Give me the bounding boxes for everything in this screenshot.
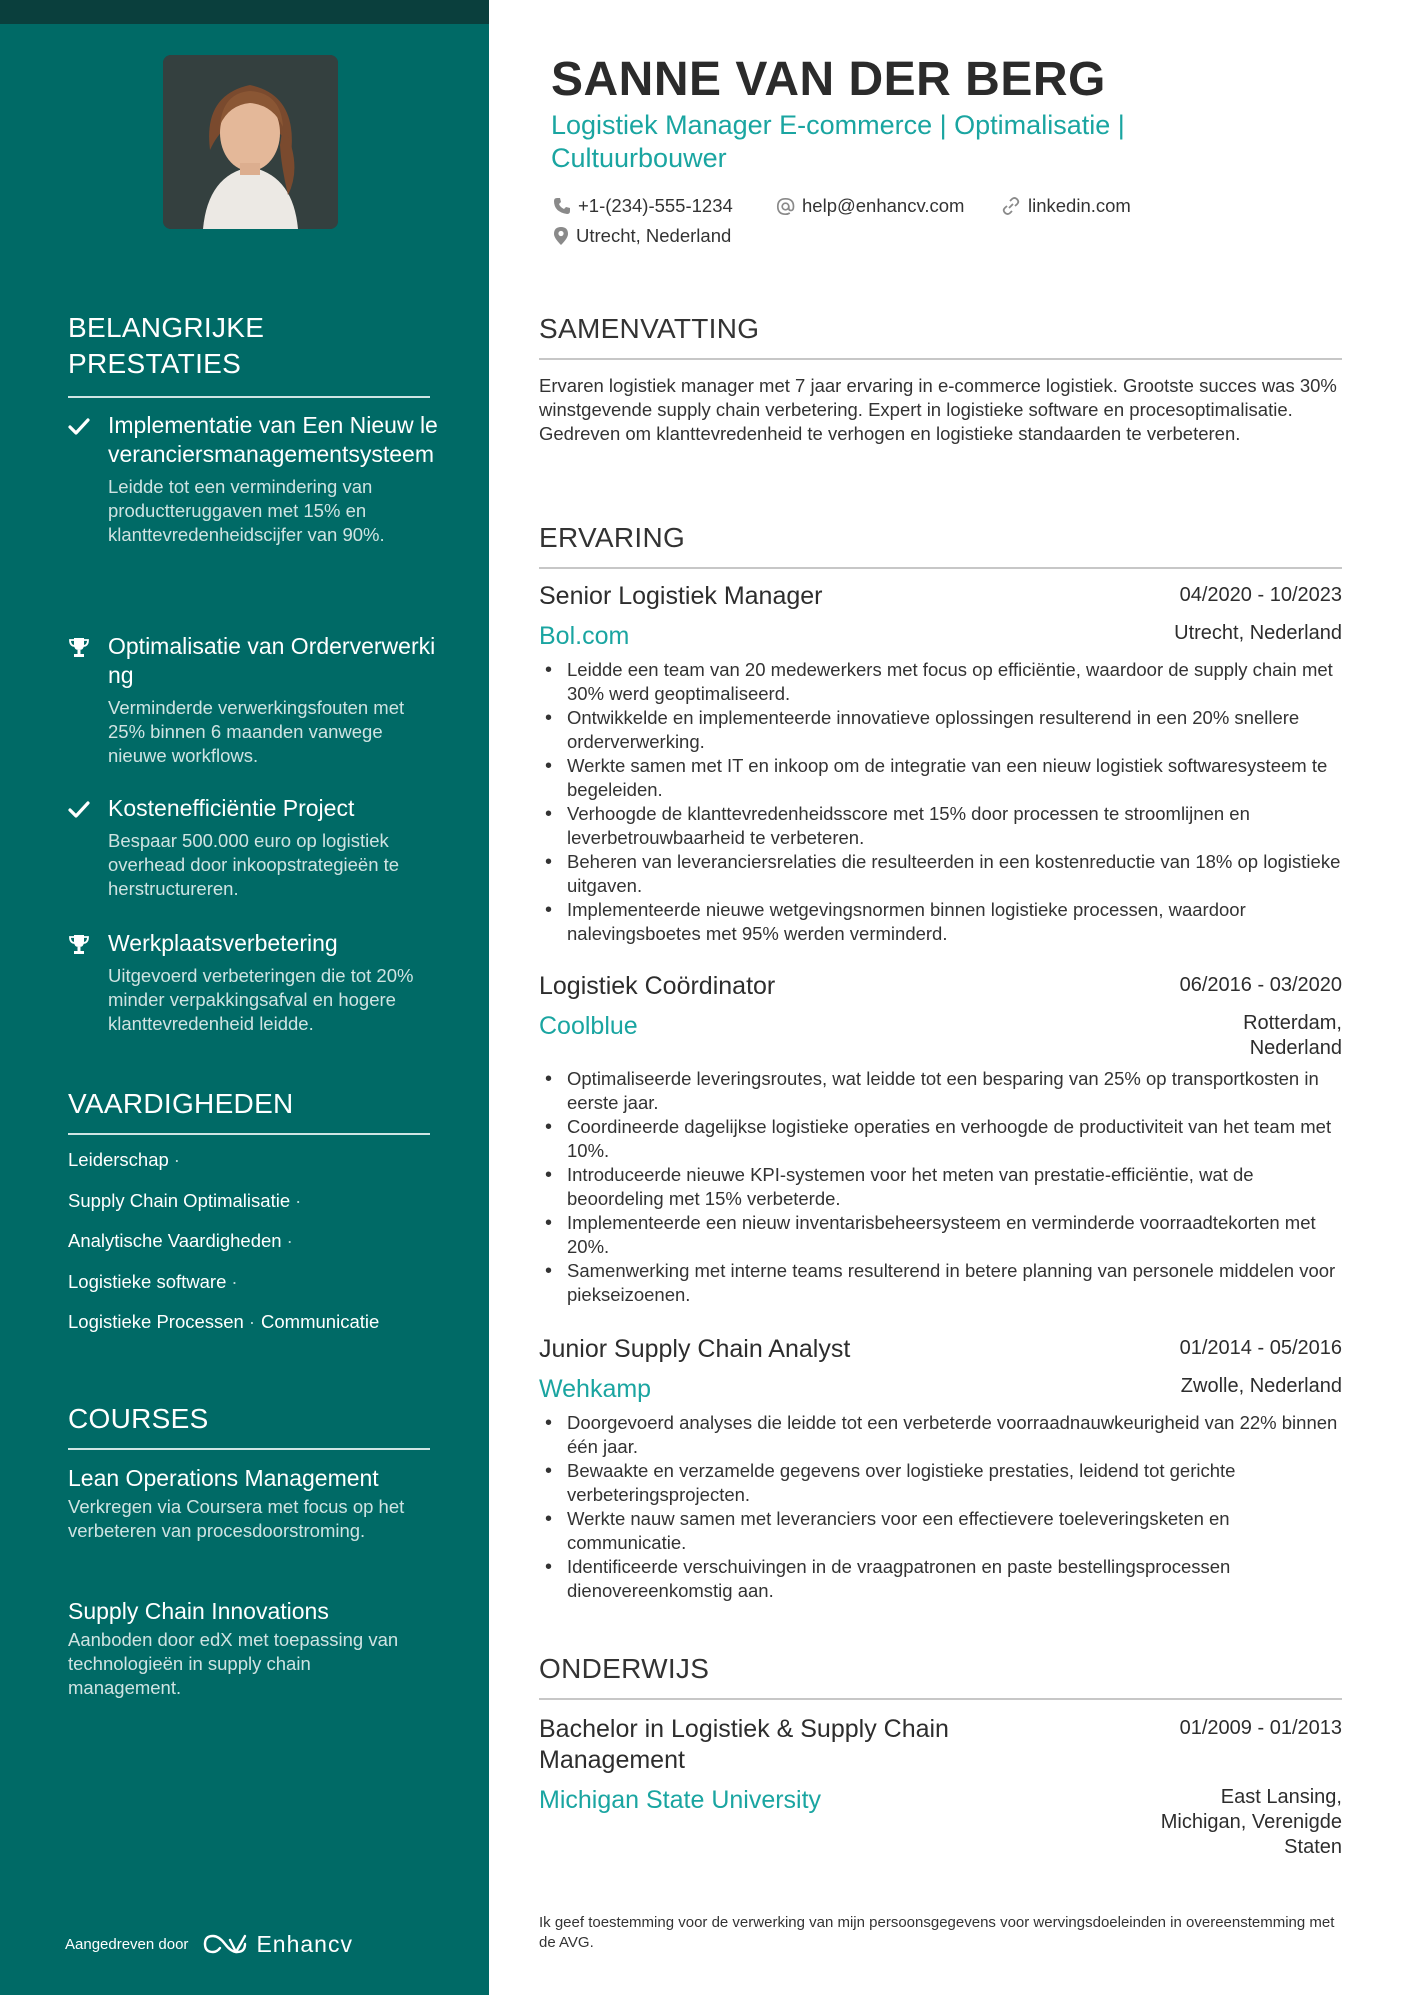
email-text: help@enhancv.com: [802, 195, 965, 216]
skill-row: [68, 1189, 448, 1230]
course-description: Verkregen via Coursera met focus op het verbeteren van procesdoorstroming.: [68, 1496, 405, 1541]
contact-location: [553, 224, 731, 248]
powered-by: [65, 1928, 353, 1960]
achievement-item: [68, 632, 440, 768]
achievement-description: Leidde tot een vermindering van productteruggaven met 15% en klanttevredenheidscijfer van 90%.: [108, 476, 385, 545]
achievement-description: Uitgevoerd verbeteringen die tot 20% minder verpakkingsafval en hogere klanttevredenheid leidde.: [108, 965, 414, 1034]
at-sign-icon: [776, 197, 795, 216]
achievement-title: Optimalisatie van Orderverwerking: [108, 633, 436, 688]
job-company: Bol.com: [539, 622, 630, 650]
job-bullet: • Samenwerking met interne teams resulterend in betere planning van personele middelen voor piekseizoenen.: [539, 1259, 1342, 1307]
job-bullet: • Bewaakte en verzamelde gegevens over logistieke prestaties, leidend tot gerichte verbeteringsprojecten.: [539, 1459, 1342, 1507]
skill-row: [68, 1148, 448, 1189]
job-bullet: • Ontwikkelde en implementeerde innovatieve oplossingen resulterend in een 20% snellere orderverwerking.: [539, 706, 1342, 754]
candidate-name: SANNE VAN DER BERG: [551, 53, 1106, 106]
job-bullet: • Verhoogde de klanttevredenheidsscore met 15% door processen te stroomlijnen en leverbetrouwbaarheid te verbeteren.: [539, 802, 1342, 850]
job-dates: 01/2014 - 05/2016: [1179, 1337, 1342, 1359]
job-title: Senior Logistiek Manager: [539, 582, 823, 610]
job-title: Logistiek Coördinator: [539, 972, 776, 1000]
experience-heading: ERVARING: [539, 522, 686, 553]
skill-item: Supply Chain Optimalisatie: [68, 1189, 291, 1211]
job-bullet: • Optimaliseerde leveringsroutes, wat leidde tot een besparing van 25% op transportkosten in eerste jaar.: [539, 1067, 1342, 1115]
job-entry: [539, 581, 1342, 946]
skill-separator: ·: [295, 1189, 302, 1211]
summary-heading: SAMENVATTING: [539, 313, 760, 344]
achievement-title: Werkplaatsverbetering: [108, 930, 338, 956]
skill-row: [68, 1310, 448, 1351]
education-dates: 01/2009 - 01/2013: [1179, 1717, 1342, 1739]
job-company: Wehkamp: [539, 1375, 652, 1403]
job-bullet: • Werkte samen met IT en inkoop om de integratie van een nieuw logistiek softwaresysteem te begeleiden.: [539, 754, 1342, 802]
achievements-heading-line2: PRESTATIES: [68, 348, 242, 379]
achievement-description: Bespaar 500.000 euro op logistiek overhead door inkoopstrategieën te herstructureren.: [108, 830, 400, 899]
check-icon: [68, 415, 90, 437]
job-entry: [539, 1334, 1342, 1603]
job-bullet: • Doorgevoerd analyses die leidde tot een verbeterde voorraadnauwkeurigheid van 22% binnen één jaar.: [539, 1411, 1342, 1459]
job-bullet: • Leidde een team van 20 medewerkers met focus op efficiëntie, waardoor de supply chain met 30% werd geoptimaliseerd.: [539, 658, 1342, 706]
achievement-item: [68, 929, 440, 1036]
job-title: Junior Supply Chain Analyst: [539, 1335, 851, 1363]
skill-separator: ·: [173, 1149, 180, 1170]
course-description: Aanboden door edX met toepassing van technologieën in supply chain management.: [68, 1629, 399, 1698]
phone-icon: [553, 197, 571, 215]
skill-row: [68, 1229, 448, 1270]
achievement-item: [68, 794, 440, 901]
gdpr-consent: Ik geef toestemming voor de verwerking van mijn persoonsgegevens voor wervingsdoeleinden in overeenstemming met de AVG.: [539, 1914, 1335, 1951]
skill-item: Leiderschap: [68, 1149, 169, 1170]
job-bullet: • Implementeerde een nieuw inventarisbeheersysteem en verminderde voorraadtekorten met 20%.: [539, 1211, 1342, 1259]
course-item: [68, 1463, 428, 1543]
skills-list: [68, 1148, 448, 1351]
location-pin-icon: [553, 226, 569, 246]
course-title: Lean Operations Management: [68, 1465, 379, 1491]
job-dates: 06/2016 - 03/2020: [1179, 974, 1342, 996]
achievement-item: [68, 411, 440, 547]
check-icon: [68, 798, 90, 820]
profile-photo: [163, 55, 338, 229]
skill-item: Logistieke software: [68, 1270, 227, 1292]
trophy-icon: [68, 933, 90, 955]
job-bullets: [539, 658, 1342, 946]
skills-divider: [68, 1133, 430, 1135]
job-bullet: • Werkte nauw samen met leveranciers voor een effectievere toeleveringsketen en communicatie.: [539, 1507, 1342, 1555]
achievement-title: Kostenefficiëntie Project: [108, 795, 355, 821]
course-item: [68, 1596, 428, 1700]
education-divider: [539, 1698, 1342, 1700]
course-title: Supply Chain Innovations: [68, 1598, 329, 1624]
enhancv-logo-icon: [202, 1932, 248, 1956]
achievements-heading: [68, 310, 430, 382]
education-degree: Bachelor in Logistiek & Supply Chain Management: [539, 1715, 949, 1774]
sidebar: [0, 0, 489, 1995]
job-dates: 04/2020 - 10/2023: [1179, 584, 1342, 606]
job-location: Rotterdam, Nederland: [1243, 1012, 1342, 1059]
education-heading: ONDERWIJS: [539, 1653, 710, 1684]
trophy-icon: [68, 636, 90, 658]
job-company: Coolblue: [539, 1012, 638, 1040]
education-school: Michigan State University: [539, 1786, 822, 1814]
headline-line1: Logistiek Manager E-commerce | Optimalisatie |: [551, 110, 1125, 140]
location-text: Utrecht, Nederland: [576, 225, 732, 246]
linkedin-text: linkedin.com: [1028, 195, 1131, 216]
skills-heading: VAARDIGHEDEN: [68, 1088, 294, 1119]
education-location: East Lansing, Michigan, Verenigde Staten: [1160, 1786, 1342, 1858]
job-location: Zwolle, Nederland: [1180, 1375, 1342, 1397]
achievements-heading-line1: BELANGRIJKE: [68, 312, 265, 343]
education-entry: [539, 1714, 1342, 1860]
candidate-headline: [551, 109, 1191, 175]
skill-separator: ·: [248, 1311, 256, 1332]
contact-email[interactable]: [776, 194, 964, 218]
courses-divider: [68, 1448, 430, 1450]
job-entry: [539, 971, 1342, 1307]
contact-phone[interactable]: [553, 194, 733, 218]
powered-by-label: Aangedreven door: [65, 1935, 189, 1953]
headline-line2: Cultuurbouwer: [551, 143, 727, 173]
job-location: Utrecht, Nederland: [1174, 622, 1342, 644]
job-bullets: [539, 1411, 1342, 1603]
summary-text: Ervaren logistiek manager met 7 jaar ervaring in e-commerce logistiek. Grootste succes was 30% winstgevende supply chain verbetering. Expert in logistieke software en procesoptimalisatie. Gedreven om klanttevredenheid te verhogen en logistieke standaarden te verbeteren.: [539, 375, 1337, 444]
portrait-image: [163, 55, 338, 229]
job-bullets: [539, 1067, 1342, 1307]
phone-text: +1-(234)-555-1234: [578, 195, 733, 216]
skill-item: Analytische Vaardigheden: [68, 1230, 282, 1251]
job-bullet: • Coordineerde dagelijkse logistieke operaties en verhoogde de productiviteit van het team met 10%.: [539, 1115, 1342, 1163]
sidebar-top-bar: [0, 0, 489, 24]
summary-divider: [539, 358, 1342, 360]
job-bullet: • Beheren van leveranciersrelaties die resulteerden in een kostenreductie van 18% op logistieke uitgaven.: [539, 850, 1342, 898]
powered-by-brand: Enhancv: [256, 1930, 353, 1957]
skill-item: Logistieke Processen: [68, 1311, 244, 1332]
skill-separator: ·: [231, 1270, 238, 1292]
experience-divider: [539, 567, 1342, 569]
job-bullet: • Identificeerde verschuivingen in de vraagpatronen en paste bestellingsprocessen dienovereenkomstig aan.: [539, 1555, 1342, 1603]
skill-item: Communicatie: [261, 1311, 380, 1332]
achievements-divider: [68, 396, 430, 398]
link-icon: [1001, 196, 1021, 216]
job-bullet: • Introduceerde nieuwe KPI-systemen voor het meten van prestatie-efficiëntie, wat de beoordeling met 15% verbeterde.: [539, 1163, 1342, 1211]
courses-heading: COURSES: [68, 1403, 209, 1434]
skill-row: [68, 1270, 448, 1311]
job-bullet: • Implementeerde nieuwe wetgevingsnormen binnen logistieke processen, waardoor nalevingsboetes met 95% werden verminderd.: [539, 898, 1342, 946]
contact-linkedin[interactable]: [1001, 194, 1131, 218]
achievement-description: Verminderde verwerkingsfouten met 25% binnen 6 maanden vanwege nieuwe workflows.: [108, 697, 405, 766]
achievement-title: Implementatie van Een Nieuw leveranciersmanagementsysteem: [108, 412, 438, 467]
skill-separator: ·: [286, 1230, 293, 1251]
